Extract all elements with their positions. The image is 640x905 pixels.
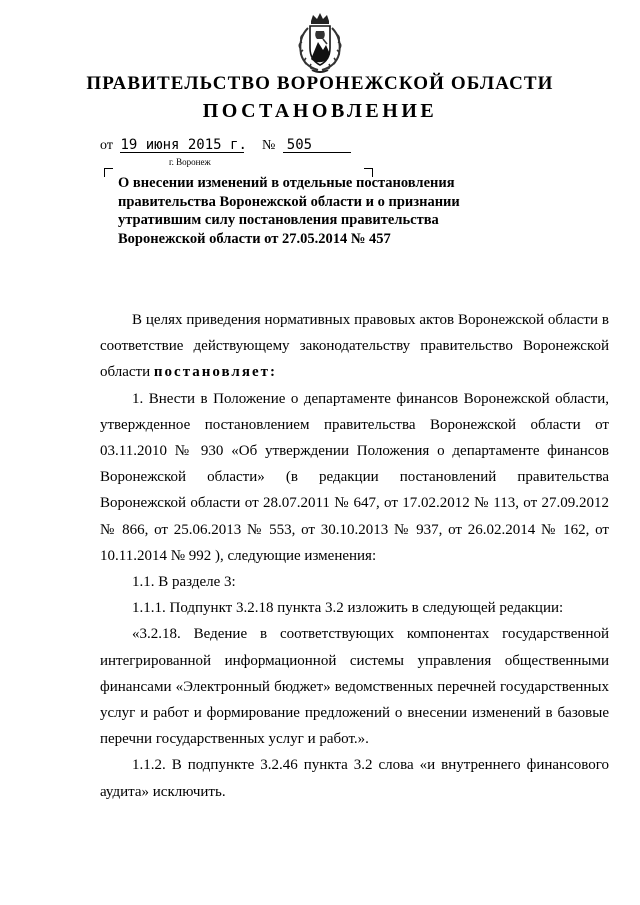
coat-of-arms-icon <box>292 12 348 76</box>
paragraph-1-1-1: 1.1.1. Подпункт 3.2.18 пункта 3.2 изложить в следующей редакции: <box>132 600 564 617</box>
date-number-line <box>100 138 351 154</box>
preamble-paragraph <box>100 307 609 386</box>
document-type: ПОСТАНОВЛЕНИЕ <box>202 100 438 122</box>
paragraph-3-2-18: «3.2.18. Ведение в соответствующих компонентах государственной интегрированной информационной системы управления общественными финансами «Электронный бюджет» ведомственных перечней государственных услуг и работ и формирование предложений о внесении изменений в базовые перечни государственных услуг и работ.». <box>100 626 609 748</box>
number-prefix: № <box>261 138 276 153</box>
preamble-colon: : <box>270 364 277 381</box>
document-subject: О внесении изменений в отдельные постановления правительства Воронежской области и о признании утратившим силу постановления правительства Воронежской области от 27.05.2014 № 457 <box>118 175 460 247</box>
preamble-text: В целях приведения нормативных правовых актов Воронежской области в соответствие действующему законодательству правительство Воронежской области <box>100 312 609 381</box>
organization-title: ПРАВИТЕЛЬСТВО ВОРОНЕЖСКОЙ ОБЛАСТИ <box>86 73 554 94</box>
resolution-keyword: постановляет <box>153 364 270 381</box>
date-field: 19 июня 2015 г. <box>120 137 247 153</box>
document-body <box>100 307 609 805</box>
city-label: г. Воронеж <box>169 157 211 167</box>
paragraph-1: 1. Внести в Положение о департаменте финансов Воронежской области, утвержденное постановлением правительства Воронежской области от 03.11.2010 № 930 «Об утверждении Положения о департаменте финансов Воронежской области» (в редакции постановлений правительства Воронежской области от 28.07.2011 № 647, от 17.02.2012 № 113, от 27.09.2012 № 866, от 25.06.2013 № 553, от 30.10.2013 № 937, от 26.02.2014 № 162, от 10.11.2014 № 992 ), следующие изменения: <box>100 390 609 564</box>
subject-corner-left <box>104 168 113 177</box>
paragraph-1-1: 1.1. В разделе 3: <box>132 574 236 591</box>
paragraph-1-1-2: 1.1.2. В подпункте 3.2.46 пункта 3.2 слова «и внутреннего финансового аудита» исключить. <box>100 757 609 800</box>
date-prefix: от <box>100 138 113 153</box>
number-field: 505 <box>283 138 351 153</box>
